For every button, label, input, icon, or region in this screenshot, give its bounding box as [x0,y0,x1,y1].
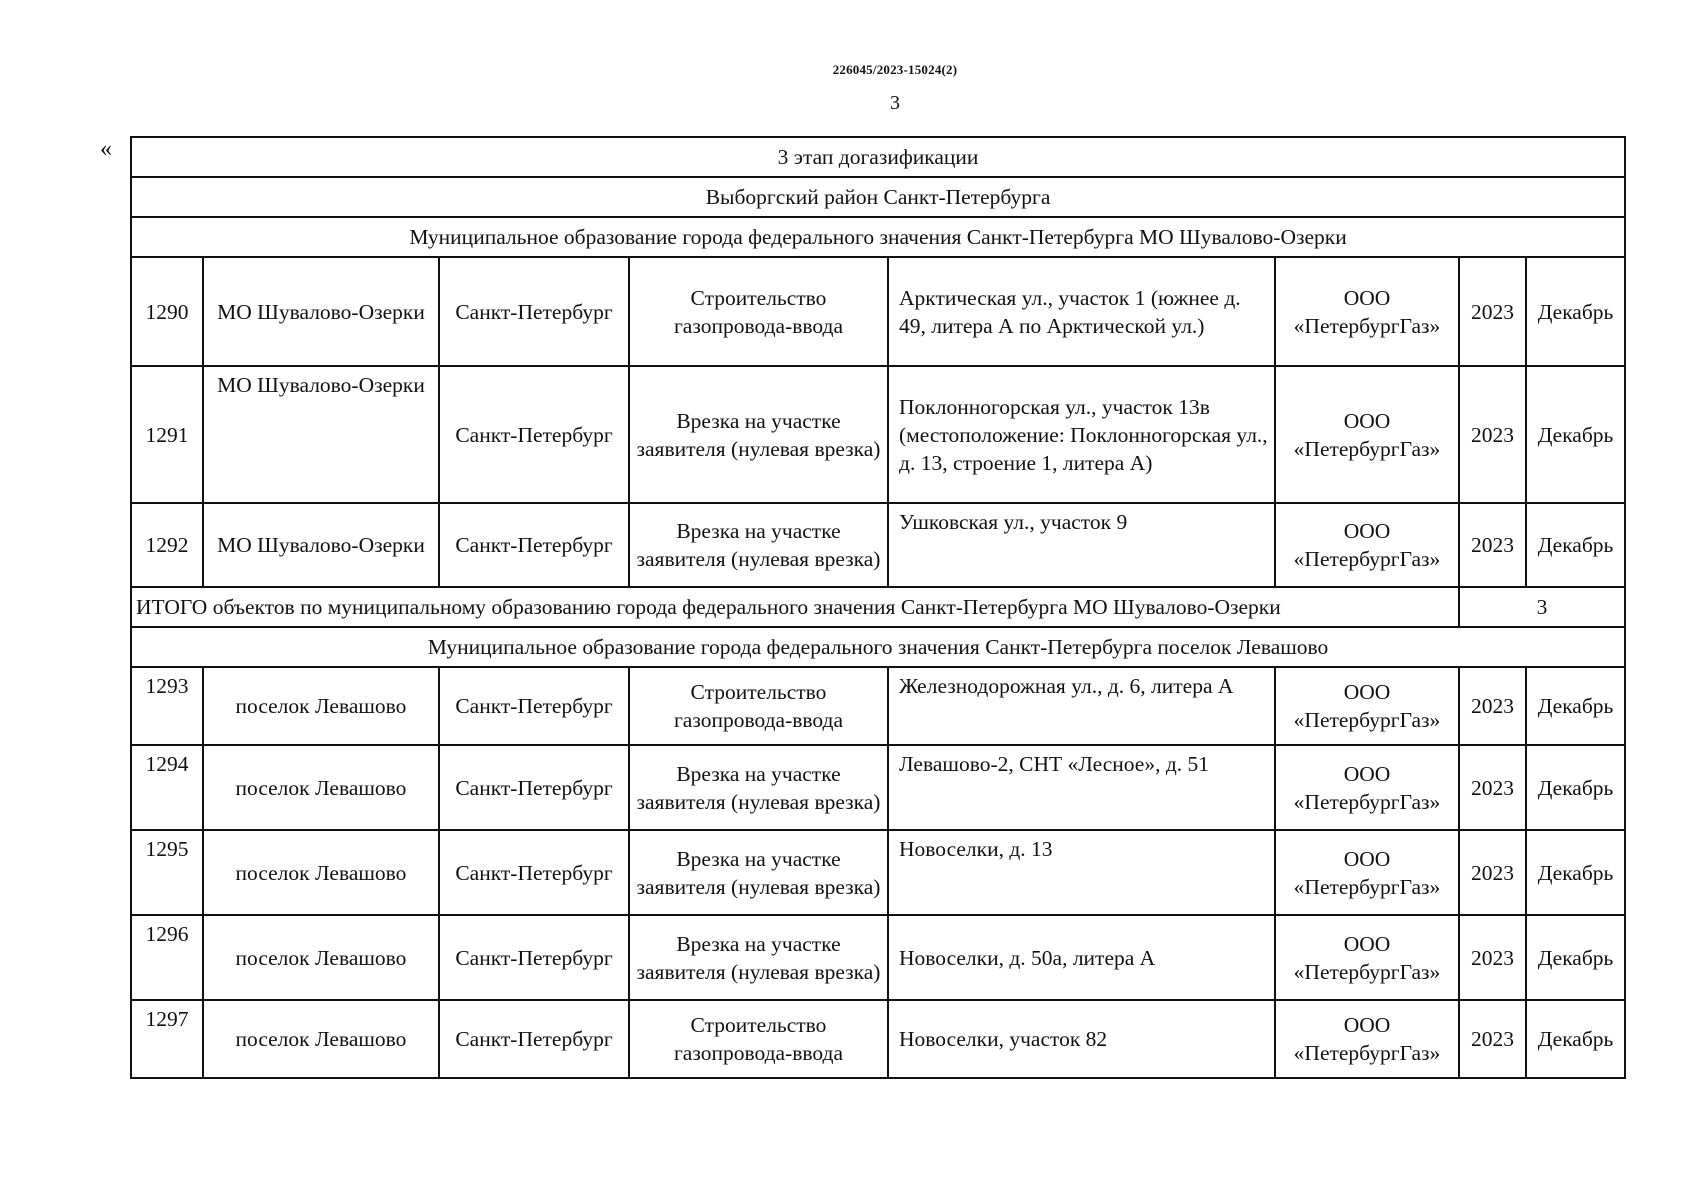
stage-title: 3 этап догазификации [131,137,1625,177]
municipality-cell: МО Шувалово-Озерки [203,366,439,503]
year-cell: 2023 [1459,745,1526,830]
address-cell: Поклонногорская ул., участок 13в (местоположение: Поклонногорская ул., д. 13, строение 1, литера А) [888,366,1275,503]
work-type-cell: Врезка на участке заявителя (нулевая врезка) [629,915,888,1000]
year-cell: 2023 [1459,830,1526,915]
address-cell: Левашово-2, СНТ «Лесное», д. 51 [888,745,1275,830]
month-cell: Декабрь [1526,667,1625,745]
year-cell: 2023 [1459,366,1526,503]
table-row [131,1000,1625,1078]
municipality-cell: поселок Левашово [203,667,439,745]
table-row [131,830,1625,915]
row-number: 1296 [131,915,203,1000]
municipality-cell: поселок Левашово [203,915,439,1000]
work-type-cell: Врезка на участке заявителя (нулевая врезка) [629,830,888,915]
work-type-cell: Врезка на участке заявителя (нулевая врезка) [629,503,888,587]
city-cell: Санкт-Петербург [439,745,629,830]
month-cell: Декабрь [1526,1000,1625,1078]
gasification-table [130,136,1626,1079]
work-type-cell: Строительство газопровода-ввода [629,257,888,366]
group-total-row [131,587,1625,627]
organization-cell: ООО «ПетербургГаз» [1275,503,1459,587]
opening-quote-mark: « [100,136,112,162]
municipality-cell: МО Шувалово-Озерки [203,503,439,587]
table-row [131,366,1625,503]
row-number: 1290 [131,257,203,366]
table-row [131,257,1625,366]
organization-cell: ООО «ПетербургГаз» [1275,745,1459,830]
organization-cell: ООО «ПетербургГаз» [1275,830,1459,915]
work-type-cell: Врезка на участке заявителя (нулевая врезка) [629,745,888,830]
month-cell: Декабрь [1526,366,1625,503]
organization-cell: ООО «ПетербургГаз» [1275,915,1459,1000]
city-cell: Санкт-Петербург [439,503,629,587]
district-header-row [131,177,1625,217]
address-cell: Ушковская ул., участок 9 [888,503,1275,587]
stage-header-row [131,137,1625,177]
city-cell: Санкт-Петербург [439,667,629,745]
organization-cell: ООО «ПетербургГаз» [1275,667,1459,745]
row-number: 1293 [131,667,203,745]
row-number: 1294 [131,745,203,830]
city-cell: Санкт-Петербург [439,830,629,915]
work-type-cell: Строительство газопровода-ввода [629,1000,888,1078]
month-cell: Декабрь [1526,257,1625,366]
district-title: Выборгский район Санкт-Петербурга [131,177,1625,217]
month-cell: Декабрь [1526,915,1625,1000]
group-header-row [131,627,1625,667]
city-cell: Санкт-Петербург [439,1000,629,1078]
group-title: Муниципальное образование города федерального значения Санкт-Петербурга МО Шувалово-Озерки [131,217,1625,257]
month-cell: Декабрь [1526,830,1625,915]
group-header-row [131,217,1625,257]
municipality-cell: МО Шувалово-Озерки [203,257,439,366]
year-cell: 2023 [1459,257,1526,366]
city-cell: Санкт-Петербург [439,257,629,366]
table-row [131,667,1625,745]
municipality-cell: поселок Левашово [203,830,439,915]
row-number: 1297 [131,1000,203,1078]
row-number: 1295 [131,830,203,915]
year-cell: 2023 [1459,667,1526,745]
year-cell: 2023 [1459,915,1526,1000]
city-cell: Санкт-Петербург [439,915,629,1000]
organization-cell: ООО «ПетербургГаз» [1275,366,1459,503]
month-cell: Декабрь [1526,745,1625,830]
table-row [131,915,1625,1000]
table-row [131,745,1625,830]
address-cell: Железнодорожная ул., д. 6, литера А [888,667,1275,745]
group-total-value: 3 [1459,587,1625,627]
year-cell: 2023 [1459,503,1526,587]
organization-cell: ООО «ПетербургГаз» [1275,1000,1459,1078]
municipality-cell: поселок Левашово [203,1000,439,1078]
row-number: 1291 [131,366,203,503]
month-cell: Декабрь [1526,503,1625,587]
table-row [131,503,1625,587]
address-cell: Новоселки, д. 13 [888,830,1275,915]
city-cell: Санкт-Петербург [439,366,629,503]
page-number: 3 [890,92,900,114]
organization-cell: ООО «ПетербургГаз» [1275,257,1459,366]
row-number: 1292 [131,503,203,587]
document-id: 226045/2023-15024(2) [832,62,958,77]
group-total-label: ИТОГО объектов по муниципальному образованию города федерального значения Санкт-Петербурга МО Шувалово-Озерки [131,587,1459,627]
work-type-cell: Врезка на участке заявителя (нулевая врезка) [629,366,888,503]
municipality-cell: поселок Левашово [203,745,439,830]
year-cell: 2023 [1459,1000,1526,1078]
address-cell: Новоселки, участок 82 [888,1000,1275,1078]
address-cell: Арктическая ул., участок 1 (южнее д. 49, литера А по Арктической ул.) [888,257,1275,366]
group-title: Муниципальное образование города федерального значения Санкт-Петербурга поселок Левашово [131,627,1625,667]
address-cell: Новоселки, д. 50а, литера А [888,915,1275,1000]
work-type-cell: Строительство газопровода-ввода [629,667,888,745]
